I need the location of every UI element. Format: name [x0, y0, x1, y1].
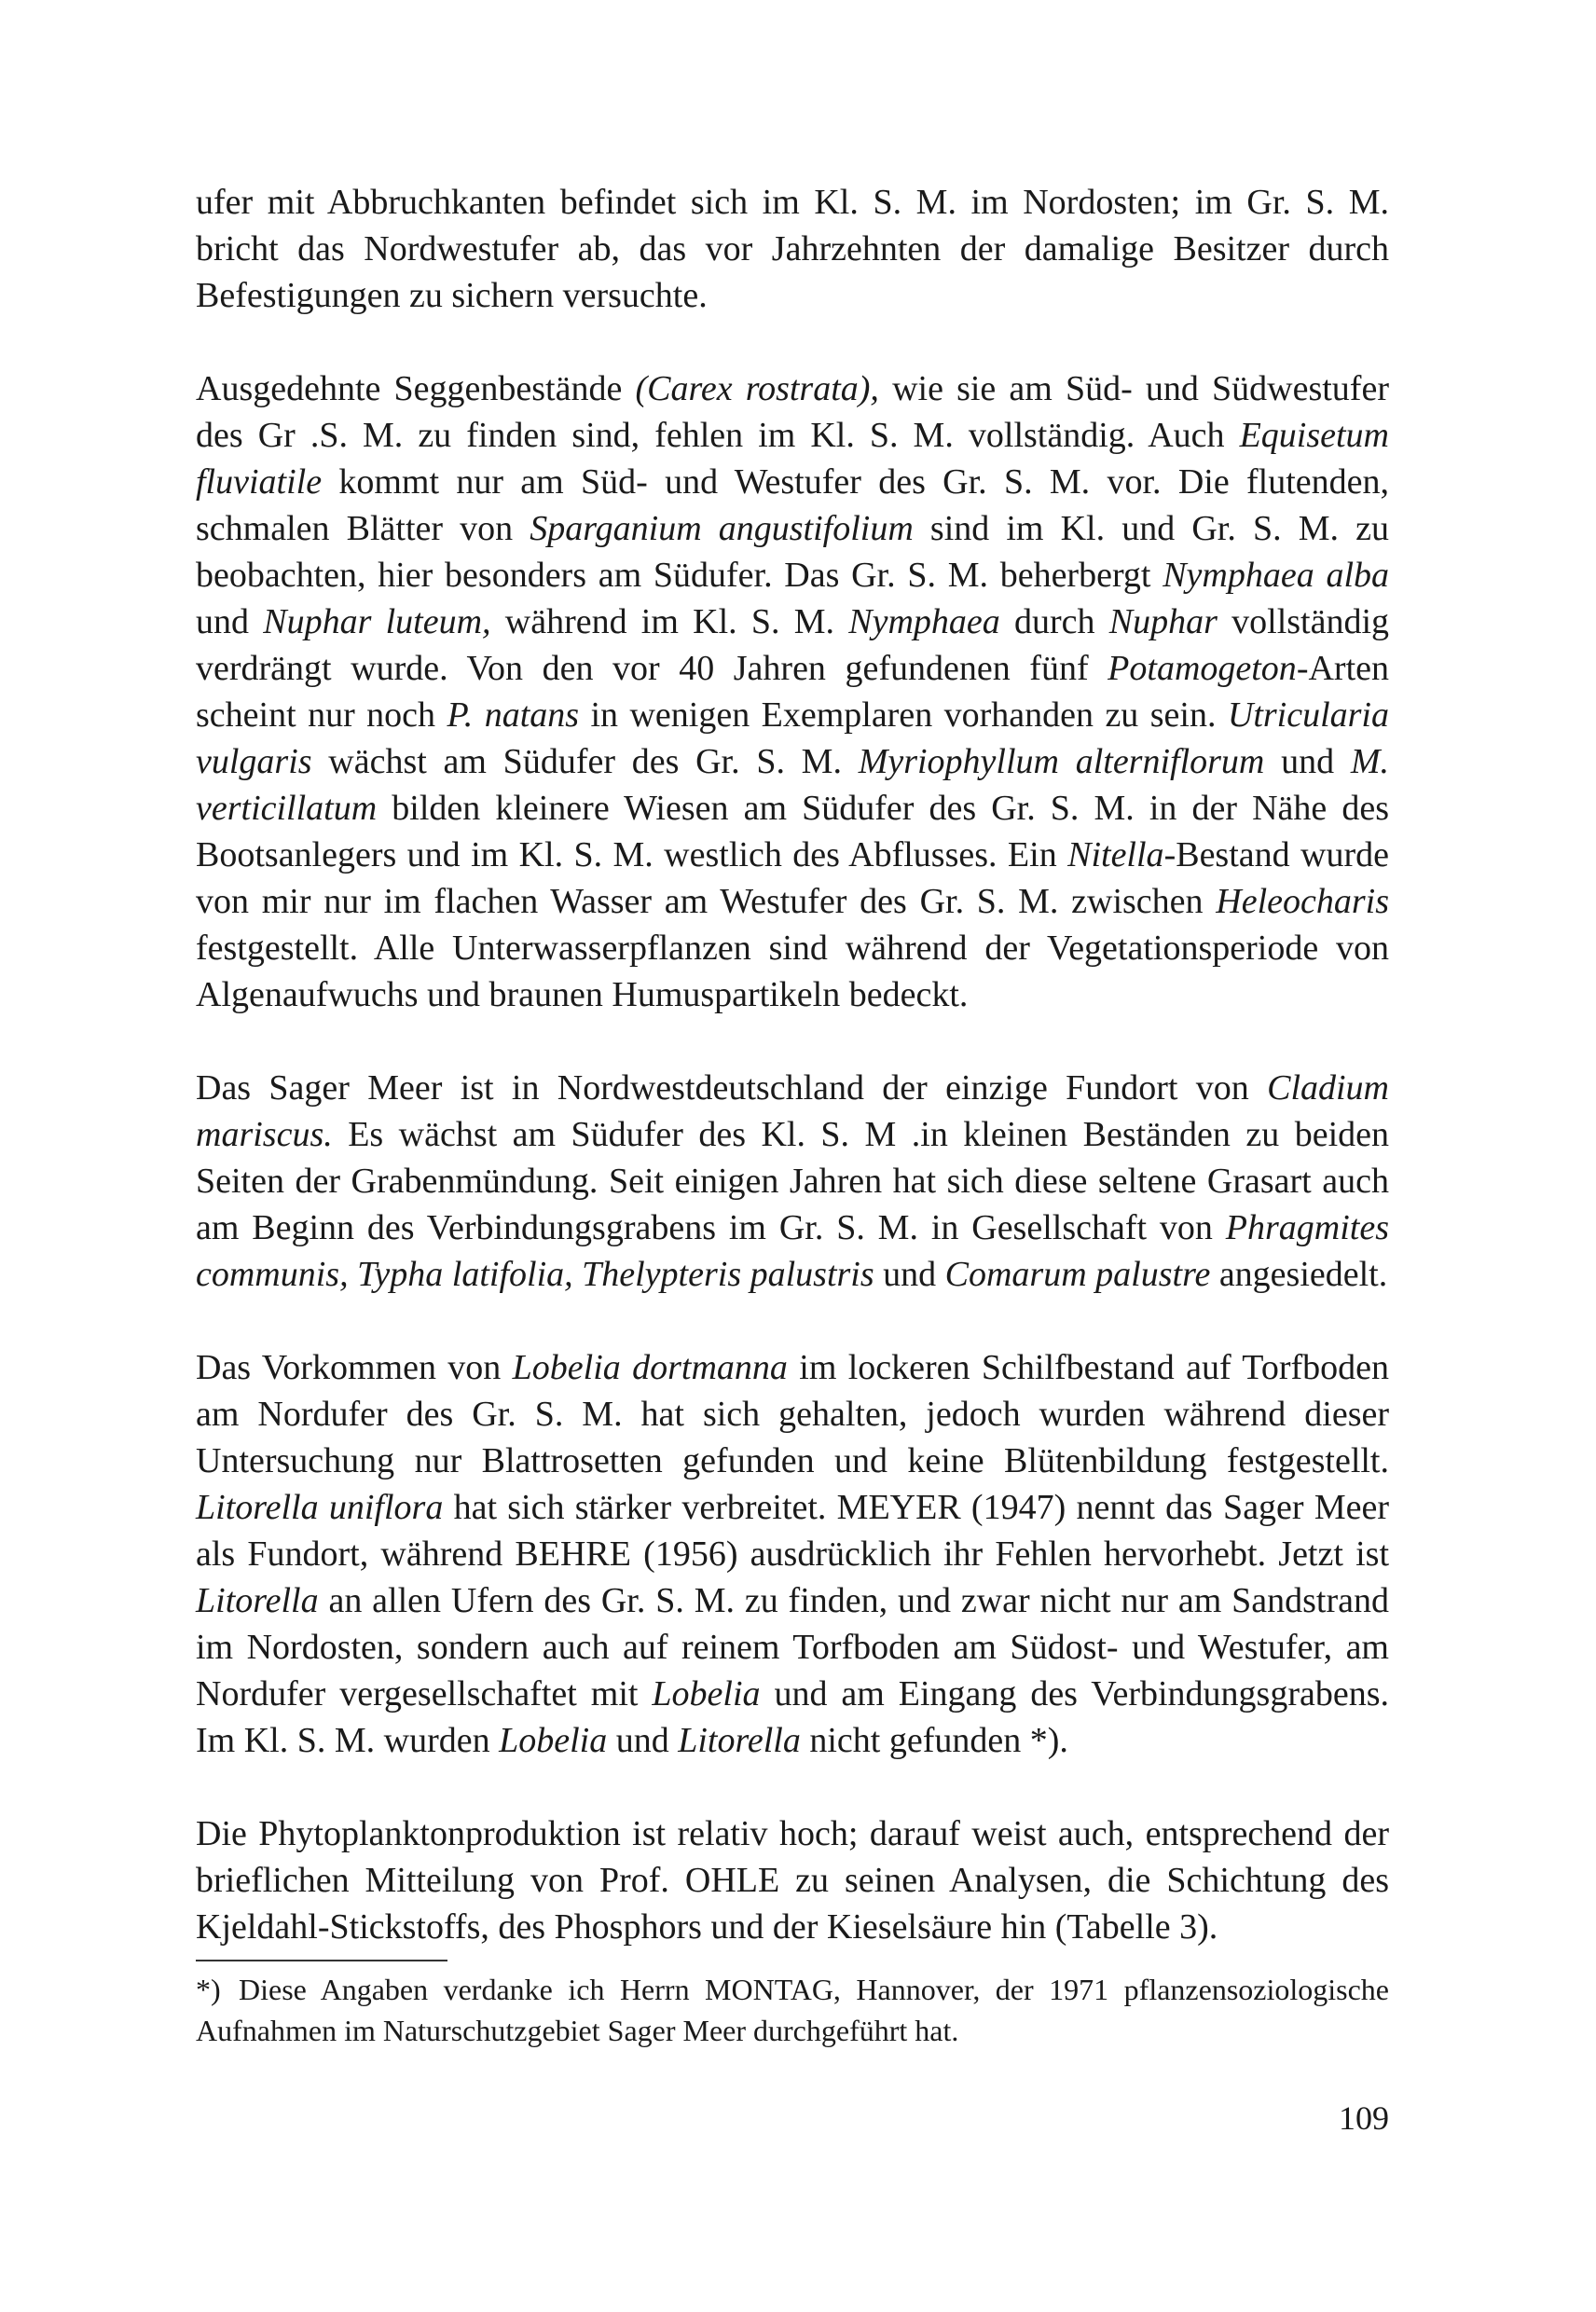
text-run: und: [196, 602, 264, 641]
italic-text: Comarum palustre: [944, 1255, 1211, 1294]
text-run: kommt nur am Süd- und Westufer des Gr. S. M. vor. Die flutenden, schmalen Blätter von: [196, 462, 1389, 548]
italic-text: Litorella: [678, 1721, 801, 1760]
text-run: während im Kl. S. M.: [490, 602, 849, 641]
text-run: wächst am Südufer des Gr. S. M.: [311, 742, 859, 781]
text-run: und: [874, 1255, 945, 1294]
footnote-divider: [196, 1960, 447, 1961]
text-run: ufer mit Abbruchkanten befindet sich im Kl. S. M. im Nordosten; im Gr. S. M. bricht das Nordwestufer ab, das vor Jahrzehnten der damalige Besitzer durch Befestigungen zu sichern versuchte.: [196, 183, 1389, 315]
italic-text: Lobelia: [652, 1674, 761, 1713]
italic-text: Nymphaea alba: [1163, 556, 1390, 595]
text-run: wie sie am Süd- und Südwestufer des Gr .S. M. zu finden sind, fehlen im Kl. S. M. vollständig. Auch: [196, 369, 1389, 455]
page-number: 109: [1339, 2099, 1389, 2137]
text-run: Es wächst am Südufer des Kl. S. M .in kleinen Beständen zu beiden Seiten der Grabenmündung. Seit einigen Jahren hat sich diese seltene Grasart auch am Beginn des Verbindungsgrabens im Gr. S. M. in Gesellschaft von: [196, 1115, 1389, 1247]
text-run: in wenigen Exemplaren vorhanden zu sein.: [579, 695, 1228, 735]
text-run: sind im Kl. und Gr. S. M. zu beobachten, hier besonders am Südufer. Das Gr. S. M. beherbergt: [196, 509, 1389, 595]
text-run: an allen Ufern des Gr. S. M. zu finden, und zwar nicht nur am Sandstrand im Nordosten, sondern auch auf reinem Torfboden am Südost- und Westufer, am Nordufer vergesellschaftet mit: [196, 1581, 1389, 1713]
footnote-text: Diese Angaben verdanke ich Herrn MONTAG, Hannover, der 1971 pflanzensoziologische Aufnahmen im Naturschutzgebiet Sager Meer durchgeführt hat.: [196, 1973, 1389, 2047]
italic-text: Nymphaea: [848, 602, 1000, 641]
italic-text: Litorella: [196, 1581, 319, 1620]
italic-text: Litorella uniflora: [196, 1488, 444, 1527]
footnote-mark: *): [196, 1973, 221, 2006]
text-run: festgestellt. Alle Unterwasserpflanzen sind während der Vegetationsperiode von Algenaufwuchs und braunen Humuspartikeln bedeckt.: [196, 929, 1389, 1014]
body-text: [196, 179, 1389, 1950]
text-run: Ausgedehnte Seggenbestände: [196, 369, 636, 408]
italic-text: Nitella: [1067, 835, 1164, 874]
italic-text: Myriophyllum alterniflorum: [858, 742, 1265, 781]
italic-text: Phragmites communis, Typha latifolia, Thelypteris palustris: [196, 1208, 1389, 1294]
italic-text: Nuphar: [1108, 602, 1218, 641]
text-run: Das Vorkommen von: [196, 1348, 513, 1387]
italic-text: Cladium mariscus.: [196, 1068, 1389, 1154]
paragraph: [196, 365, 1389, 1018]
italic-text: Potamogeton: [1108, 649, 1297, 688]
italic-text: Lobelia: [499, 1721, 608, 1760]
text-run: durch: [999, 602, 1109, 641]
text-run: und: [607, 1721, 679, 1760]
text-run: -Bestand wurde von mir nur im flachen Wasser am Westufer des Gr. S. M. zwischen: [196, 835, 1389, 921]
italic-text: Equisetum fluviatile: [196, 416, 1389, 502]
text-run: Das Sager Meer ist in Nordwestdeutschland der einzige Fundort von: [196, 1068, 1268, 1108]
paragraph: [196, 179, 1389, 319]
paragraph: [196, 1065, 1389, 1298]
text-run: bilden kleinere Wiesen am Südufer des Gr. S. M. in der Nähe des Bootsanlegers und im Kl. S. M. westlich des Abflusses. Ein: [196, 789, 1389, 874]
italic-text: (Carex rostrata),: [635, 369, 879, 408]
text-run: hat sich stärker verbreitet. MEYER (1947) nennt das Sager Meer als Fundort, während BEHRE (1956) ausdrücklich ihr Fehlen hervorhebt. Jetzt ist: [196, 1488, 1389, 1574]
text-run: nicht gefunden *).: [800, 1721, 1068, 1760]
italic-text: P. natans: [447, 695, 580, 735]
text-run: angesiedelt.: [1210, 1255, 1388, 1294]
text-run: Die Phytoplanktonproduktion ist relativ hoch; darauf weist auch, entsprechend der brieflichen Mitteilung von Prof. OHLE zu seinen Analysen, die Schichtung des Kjeldahl-Stickstoffs, des Phosphors und der Kieselsäure hin (Tabelle 3).: [196, 1814, 1389, 1947]
italic-text: M. verticillatum: [196, 742, 1389, 828]
italic-text: Sparganium angustifolium: [530, 509, 914, 548]
paragraph: [196, 1810, 1389, 1950]
footnote: [196, 1969, 1389, 2051]
italic-text: Lobelia dortmanna: [512, 1348, 788, 1387]
paragraph: [196, 1344, 1389, 1764]
text-run: -Arten scheint nur noch: [196, 649, 1389, 735]
text-run: und: [1264, 742, 1351, 781]
italic-text: Heleocharis: [1216, 882, 1389, 921]
italic-text: Utricularia vulgaris: [196, 695, 1389, 781]
text-run: vollständig verdrängt wurde. Von den vor 40 Jahren gefundenen fünf: [196, 602, 1390, 688]
italic-text: Nuphar luteum,: [263, 602, 491, 641]
text-run: im lockeren Schilfbestand auf Torfboden am Nordufer des Gr. S. M. hat sich gehalten, jedoch wurden während dieser Untersuchung nur Blattrosetten gefunden und keine Blütenbildung festgestellt.: [196, 1348, 1390, 1480]
text-run: und am Eingang des Verbindungsgrabens. Im Kl. S. M. wurden: [196, 1674, 1389, 1760]
